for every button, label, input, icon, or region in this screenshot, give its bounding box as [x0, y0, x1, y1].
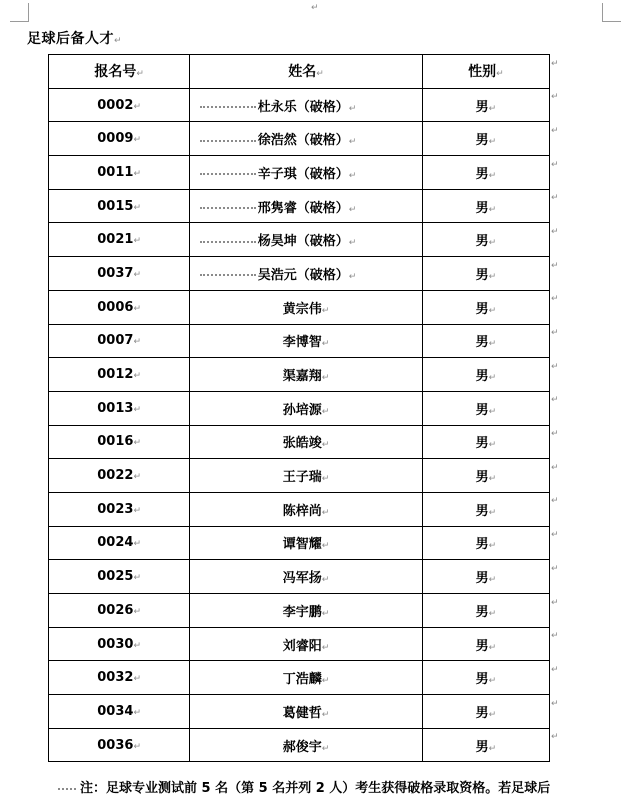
paragraph-mark-icon: ↵	[133, 505, 141, 516]
cell-name: 葛健哲↵	[190, 695, 422, 729]
row-end-mark-icon: ↵	[551, 193, 559, 204]
paragraph-mark-icon: ↵	[133, 573, 141, 584]
cell-registration-id: 0006↵	[49, 290, 190, 324]
paragraph-mark-icon: ↵	[321, 339, 330, 350]
paragraph-mark-icon: ↵	[321, 373, 330, 384]
cell-registration-id: 0032↵	[49, 661, 190, 695]
row-end-mark-icon: ↵	[551, 530, 559, 541]
cell-registration-id: 0007↵	[49, 324, 190, 358]
cell-registration-id: 0023↵	[49, 492, 190, 526]
cell-registration-id: 0012↵	[49, 358, 190, 392]
cell-gender: 男↵	[422, 492, 549, 526]
table-row	[49, 290, 550, 324]
table-row	[49, 459, 550, 493]
cell-gender: 男↵	[422, 627, 549, 661]
paragraph-mark-icon: ↵	[133, 101, 141, 112]
cell-gender: 男↵	[422, 290, 549, 324]
cell-registration-id: 0026↵	[49, 594, 190, 628]
cell-name: 李宇鹏↵	[190, 594, 422, 628]
row-end-mark-icon: ↵	[551, 698, 559, 709]
table-row	[49, 695, 550, 729]
table-row	[49, 492, 550, 526]
cell-gender: 男↵	[422, 189, 549, 223]
paragraph-mark-icon: ↵	[488, 204, 497, 215]
paragraph-mark-icon: ↵	[488, 339, 497, 350]
page-corner-top-left	[10, 3, 29, 22]
paragraph-mark-icon: ↵	[488, 474, 497, 485]
paragraph-mark-icon: ↵	[321, 575, 330, 586]
roster-table	[48, 54, 550, 762]
table-row	[49, 257, 550, 291]
cell-registration-id: 0021↵	[49, 223, 190, 257]
dotted-leader	[200, 274, 256, 276]
row-end-mark-icon: ↵	[551, 395, 559, 406]
cell-gender: 男↵	[422, 156, 549, 190]
paragraph-mark-icon: ↵	[321, 743, 330, 754]
paragraph-mark-icon: ↵	[488, 373, 497, 384]
cell-name: 徐浩然（破格）↵	[190, 122, 422, 156]
cell-name: 冯军扬↵	[190, 560, 422, 594]
paragraph-mark-icon: ↵	[133, 371, 141, 382]
table-row	[49, 156, 550, 190]
cell-registration-id: 0030↵	[49, 627, 190, 661]
paragraph-mark-icon: ↵	[133, 438, 141, 449]
cell-name: 杜永乐（破格）↵	[190, 88, 422, 122]
paragraph-mark-icon: ↵	[488, 103, 497, 114]
cell-name: 杨昊坤（破格）↵	[190, 223, 422, 257]
cell-gender: 男↵	[422, 560, 549, 594]
cell-registration-id: 0036↵	[49, 728, 190, 762]
table-row	[49, 391, 550, 425]
table-row	[49, 189, 550, 223]
paragraph-mark-icon: ↵	[496, 69, 504, 80]
paragraph-mark-icon: ↵	[488, 541, 497, 552]
cell-registration-id: 0009↵	[49, 122, 190, 156]
cell-gender: 男↵	[422, 661, 549, 695]
dotted-leader	[200, 140, 256, 142]
dotted-leader	[200, 173, 256, 175]
header-id: 报名号↵	[49, 55, 190, 89]
cell-gender: 男↵	[422, 324, 549, 358]
cell-name: 邢隽睿（破格）↵	[190, 189, 422, 223]
row-end-mark-icon: ↵	[551, 328, 559, 338]
paragraph-mark-icon: ↵	[488, 170, 497, 181]
paragraph-mark-icon: ↵	[133, 202, 141, 213]
paragraph-mark-icon: ↵	[321, 608, 330, 619]
paragraph-mark-icon: ↵	[321, 305, 330, 316]
paragraph-mark-icon: ↵	[488, 642, 497, 653]
cell-gender: 男↵	[422, 122, 549, 156]
row-end-mark-icon: ↵	[551, 260, 559, 271]
paragraph-mark-icon: ↵	[348, 238, 357, 249]
row-end-mark-icon: ↵	[551, 732, 559, 743]
dotted-leader	[200, 106, 256, 108]
row-end-mark-icon: ↵	[551, 429, 559, 440]
paragraph-mark-icon: ↵	[133, 168, 141, 179]
paragraph-mark-icon: ↵	[488, 507, 497, 518]
row-end-mark-icon: ↵	[551, 159, 559, 170]
paragraph-mark-icon: ↵	[321, 642, 330, 653]
paragraph-mark-icon: ↵	[133, 135, 141, 146]
cell-gender: 男↵	[422, 526, 549, 560]
paragraph-mark-icon: ↵	[133, 606, 141, 617]
paragraph-mark-icon: ↵	[348, 103, 357, 114]
table-row	[49, 88, 550, 122]
cell-name: 孙培源↵	[190, 391, 422, 425]
table-row	[49, 661, 550, 695]
paragraph-mark-icon: ↵	[133, 674, 141, 685]
table-header-row	[49, 55, 550, 89]
paragraph-mark-icon: ↵	[488, 676, 497, 687]
cell-name: 郝俊宇↵	[190, 728, 422, 762]
paragraph-mark-icon: ↵	[321, 440, 330, 451]
paragraph-mark-icon: ↵	[348, 137, 357, 148]
cell-gender: 男↵	[422, 358, 549, 392]
paragraph-mark-icon: ↵	[488, 137, 497, 148]
paragraph-mark-icon: ↵	[133, 269, 141, 280]
cell-gender: 男↵	[422, 88, 549, 122]
paragraph-mark-icon: ↵	[321, 709, 330, 720]
cell-gender: 男↵	[422, 391, 549, 425]
cell-registration-id: 0037↵	[49, 257, 190, 291]
cell-gender: 男↵	[422, 425, 549, 459]
header-gender: 性别↵	[422, 55, 549, 89]
document-title	[27, 28, 122, 48]
paragraph-mark-icon: ↵	[321, 541, 330, 552]
paragraph-mark-icon: ↵	[133, 640, 141, 651]
paragraph-mark-icon: ↵	[488, 271, 497, 282]
cell-name: 陈梓尚↵	[190, 492, 422, 526]
row-end-mark-icon: ↵	[551, 361, 559, 372]
row-end-mark-icon: ↵	[551, 226, 559, 237]
cell-registration-id: 0002↵	[49, 88, 190, 122]
dotted-leader	[200, 241, 256, 243]
paragraph-mark-icon: ↵	[316, 69, 324, 80]
row-end-mark-icon: ↵	[551, 597, 559, 608]
cell-registration-id: 0025↵	[49, 560, 190, 594]
paragraph-mark-icon: ↵	[488, 608, 497, 619]
row-end-mark-icon: ↵	[551, 664, 559, 675]
paragraph-mark-icon: ↵	[133, 539, 141, 550]
table-row	[49, 526, 550, 560]
cell-registration-id: 0015↵	[49, 189, 190, 223]
table-row	[49, 425, 550, 459]
paragraph-mark-icon: ↵	[136, 69, 144, 80]
paragraph-mark-icon: ↵	[133, 337, 141, 348]
paragraph-mark-icon: ↵	[311, 3, 319, 13]
dotted-leader	[200, 207, 256, 209]
paragraph-mark-icon: ↵	[488, 238, 497, 249]
paragraph-mark-icon: ↵	[488, 305, 497, 316]
row-end-mark-icon: ↵	[551, 462, 559, 473]
cell-name: 辛子琪（破格）↵	[190, 156, 422, 190]
paragraph-mark-icon: ↵	[488, 709, 497, 720]
paragraph-mark-icon: ↵	[133, 303, 141, 314]
cell-name: 丁浩麟↵	[190, 661, 422, 695]
cell-registration-id: 0024↵	[49, 526, 190, 560]
cell-name: 谭智耀↵	[190, 526, 422, 560]
cell-gender: 男↵	[422, 728, 549, 762]
table-row	[49, 122, 550, 156]
cell-gender: 男↵	[422, 223, 549, 257]
row-end-mark-icon: ↵	[551, 125, 559, 136]
cell-name: 李博智↵	[190, 324, 422, 358]
page-corner-top-right	[602, 3, 621, 22]
row-end-mark-icon: ↵	[551, 496, 559, 507]
row-end-mark-icon: ↵	[551, 631, 559, 642]
paragraph-mark-icon: ↵	[488, 406, 497, 417]
cell-name: 王子瑞↵	[190, 459, 422, 493]
paragraph-mark-icon: ↵	[348, 271, 357, 282]
roster-body	[49, 88, 550, 762]
paragraph-mark-icon: ↵	[321, 507, 330, 518]
footnote-leader	[58, 788, 76, 790]
row-end-mark-icon: ↵	[551, 294, 559, 305]
cell-name: 张皓竣↵	[190, 425, 422, 459]
paragraph-mark-icon: ↵	[133, 236, 141, 247]
cell-registration-id: 0016↵	[49, 425, 190, 459]
table-row	[49, 594, 550, 628]
paragraph-mark-icon: ↵	[321, 406, 330, 417]
table-row	[49, 728, 550, 762]
cell-gender: 男↵	[422, 257, 549, 291]
paragraph-mark-icon: ↵	[133, 741, 141, 752]
paragraph-mark-icon: ↵	[488, 743, 497, 754]
cell-registration-id: 0011↵	[49, 156, 190, 190]
table-row	[49, 560, 550, 594]
table-row	[49, 627, 550, 661]
cell-registration-id: 0013↵	[49, 391, 190, 425]
paragraph-mark-icon: ↵	[321, 474, 330, 485]
table-row	[49, 358, 550, 392]
footnote-text: 注：足球专业测试前 5 名（第 5 名并列 2 人）考生获得破格录取资格。若足球后	[80, 781, 551, 796]
paragraph-mark-icon: ↵	[488, 575, 497, 586]
table-row	[49, 223, 550, 257]
paragraph-mark-icon: ↵	[348, 204, 357, 215]
header-name: 姓名↵	[190, 55, 422, 89]
paragraph-mark-icon: ↵	[321, 676, 330, 687]
cell-registration-id: 0022↵	[49, 459, 190, 493]
row-end-mark-icon: ↵	[551, 563, 559, 574]
cell-name: 黄宗伟↵	[190, 290, 422, 324]
row-end-mark-icon: ↵	[551, 58, 559, 69]
paragraph-mark-icon: ↵	[133, 707, 141, 718]
paragraph-mark-icon: ↵	[133, 404, 141, 415]
cell-name: 吴浩元（破格）↵	[190, 257, 422, 291]
paragraph-mark-icon: ↵	[348, 170, 357, 181]
paragraph-mark-icon: ↵	[488, 440, 497, 451]
cell-registration-id: 0034↵	[49, 695, 190, 729]
cell-name: 刘睿阳↵	[190, 627, 422, 661]
cell-name: 渠嘉翔↵	[190, 358, 422, 392]
document-title-text: 足球后备人才	[27, 31, 114, 47]
paragraph-mark-icon: ↵	[133, 472, 141, 483]
paragraph-mark-icon: ↵	[114, 36, 123, 46]
footnote	[58, 777, 550, 796]
cell-gender: 男↵	[422, 459, 549, 493]
table-row	[49, 324, 550, 358]
cell-gender: 男↵	[422, 594, 549, 628]
cell-gender: 男↵	[422, 695, 549, 729]
row-end-mark-icon: ↵	[551, 92, 559, 103]
